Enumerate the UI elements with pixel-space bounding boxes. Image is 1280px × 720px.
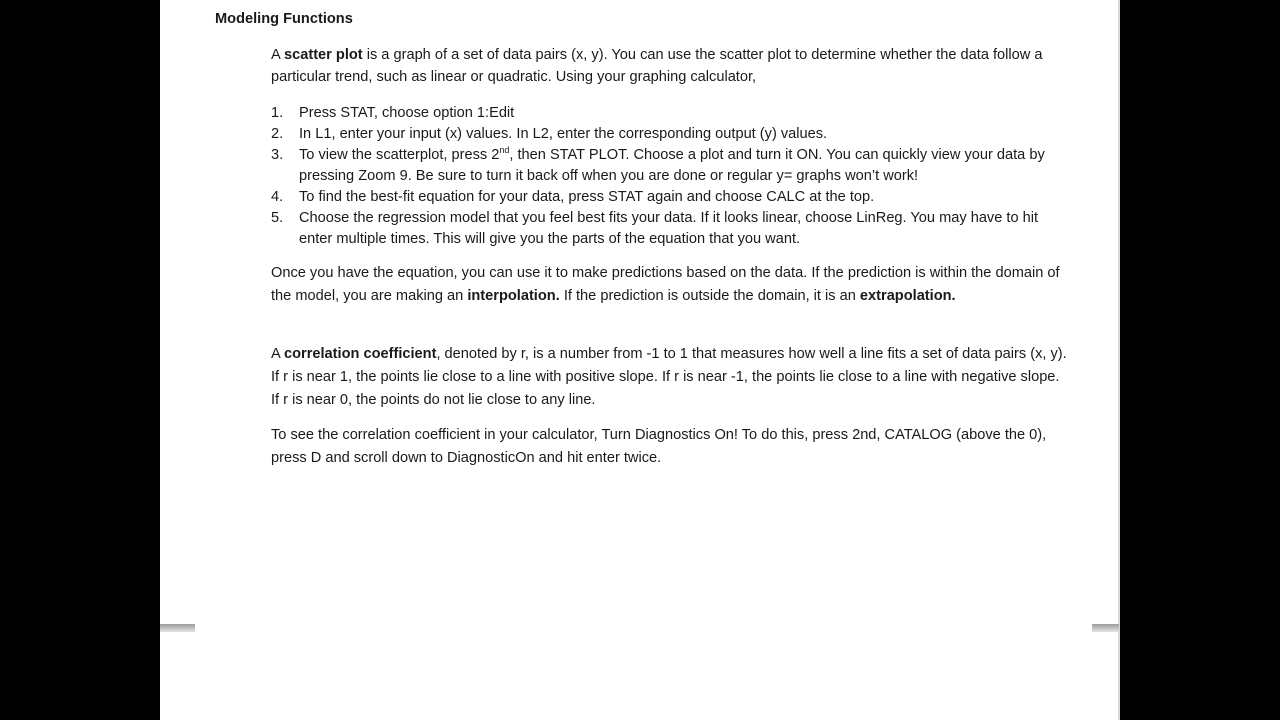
list-item: 5. Choose the regression model that you feel best fits your data. If it looks linear, choose LinReg. You may have to hit enter multiple times. This will give you the parts of the equation that you want.	[271, 210, 1039, 247]
calculator-steps-list	[271, 103, 1071, 250]
list-item: 1. Press STAT, choose option 1:Edit	[271, 105, 515, 121]
term-extrapolation: extrapolation.	[859, 288, 956, 304]
term-scatter-plot: scatter plot	[283, 47, 363, 63]
section-title: Modeling Functions	[215, 11, 353, 27]
list-item: 4. To find the best-fit equation for your data, press STAT again and choose CALC at the top.	[271, 189, 875, 205]
list-item: 2. In L1, enter your input (x) values. In L2, enter the corresponding output (y) values.	[271, 126, 828, 142]
page-break-shadow-right	[1092, 624, 1119, 632]
list-item: 3. To view the scatterplot, press 2nd, then STAT PLOT. Choose a plot and turn it ON. You can quickly view your data by pressing Zoom 9. Be sure to turn it back off when you are done or regular y= graphs won’t work!	[271, 145, 1045, 184]
diagnostics-paragraph: To see the correlation coefficient in your calculator, Turn Diagnostics On! To do this, press 2nd, CATALOG (above the 0), press D and scroll down to DiagnosticOn and hit enter twice.	[271, 427, 1047, 466]
scatter-plot-paragraph: A scatter plot is a graph of a set of data pairs (x, y). You can use the scatter plot to determine whether the data follow a particular trend, such as linear or quadratic. Using your graphing calculator,	[271, 47, 1043, 85]
term-interpolation: interpolation.	[467, 288, 560, 304]
prediction-paragraph: Once you have the equation, you can use it to make predictions based on the data. If the prediction is within the domain of the model, you are making an interpolation. If the prediction is outside the domain, it is an extrapolation.	[271, 265, 1060, 304]
document-page	[160, 0, 1120, 720]
page-break-shadow-left	[160, 624, 195, 632]
correlation-paragraph: A correlation coefficient, denoted by r, is a number from -1 to 1 that measures how well a line fits a set of data pairs (x, y). If r is near 1, the points lie close to a line with positive slope. If r is near -1, the points lie close to a line with negative slope. If r is near 0, the points do not lie close to any line.	[271, 346, 1067, 408]
term-correlation-coefficient: correlation coefficient	[283, 346, 437, 362]
